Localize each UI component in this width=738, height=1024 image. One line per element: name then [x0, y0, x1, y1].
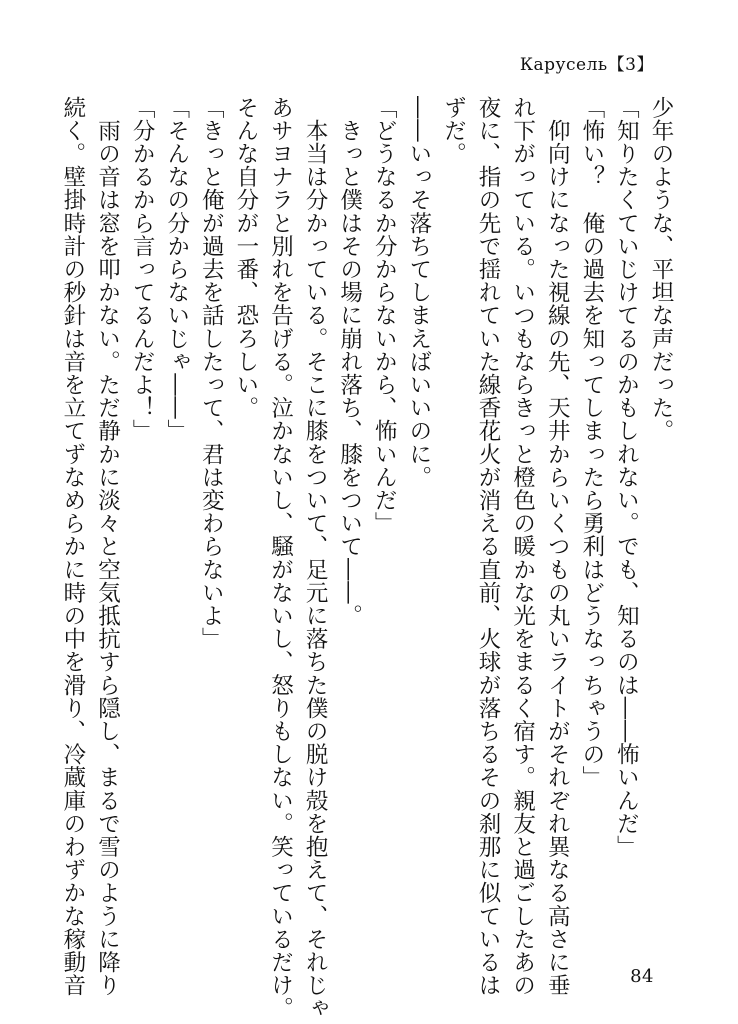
- text-line: 少年のような、平坦な声だった。: [648, 96, 674, 443]
- text-line: 「きっと俺が過去を話したって、君は変わらないよ」: [198, 96, 225, 651]
- text-line: あサヨナラと別れを告げる。泣かないし、騒がないし、怒りもしない。笑っているだけ。: [267, 96, 294, 1020]
- text-line: ずだ。: [440, 96, 467, 166]
- text-line: そんな自分が一番、恐ろしい。: [232, 96, 259, 420]
- text-line: 「分かるから言ってるんだよ！」: [129, 96, 156, 443]
- text-line: 「知りたくていじけてるのかもしれない。でも、知るのは――怖いんだ」: [613, 96, 640, 859]
- text-line: 「怖い？ 俺の過去を知ってしまったら勇利はどうなっちゃうの」: [578, 96, 605, 789]
- text-line: 「そんなの分からないじゃ――」: [163, 96, 190, 443]
- page-number: 84: [630, 966, 654, 987]
- text-line: れ下がっている。いつもならきっと橙色の暖かな光をまるく宿す。親友と過ごしたあの: [509, 96, 536, 997]
- text-line: きっと僕はその場に崩れ落ち、膝をついて――。: [336, 96, 363, 628]
- text-line: 「どうなるか分からないから、怖いんだ」: [371, 96, 398, 535]
- text-line: 雨の音は窓を叩かない。ただ静かに淡々と空気抵抗すら隠し、まるで雪のように降り: [94, 96, 121, 997]
- text-line: 夜に、指の先で揺れていた線香花火が消える直前、火球が落ちるその刹那に似ているは: [475, 96, 502, 997]
- running-head: Карусель【3】: [519, 55, 654, 75]
- text-line: 仰向けになった視線の先、天井からいくつもの丸いライトがそれぞれ異なる高さに垂: [544, 96, 571, 997]
- text-line: 続く。壁掛時計の秒針は音を立てずなめらかに時の中を滑り、冷蔵庫のわずかな稼動音: [59, 96, 86, 997]
- text-line: ――いっそ落ちてしまえばいいのに。: [405, 96, 432, 489]
- text-line: 本当は分かっている。そこに膝をついて、足元に落ちた僕の脱け殻を抱えて、それじゃ: [302, 96, 329, 1020]
